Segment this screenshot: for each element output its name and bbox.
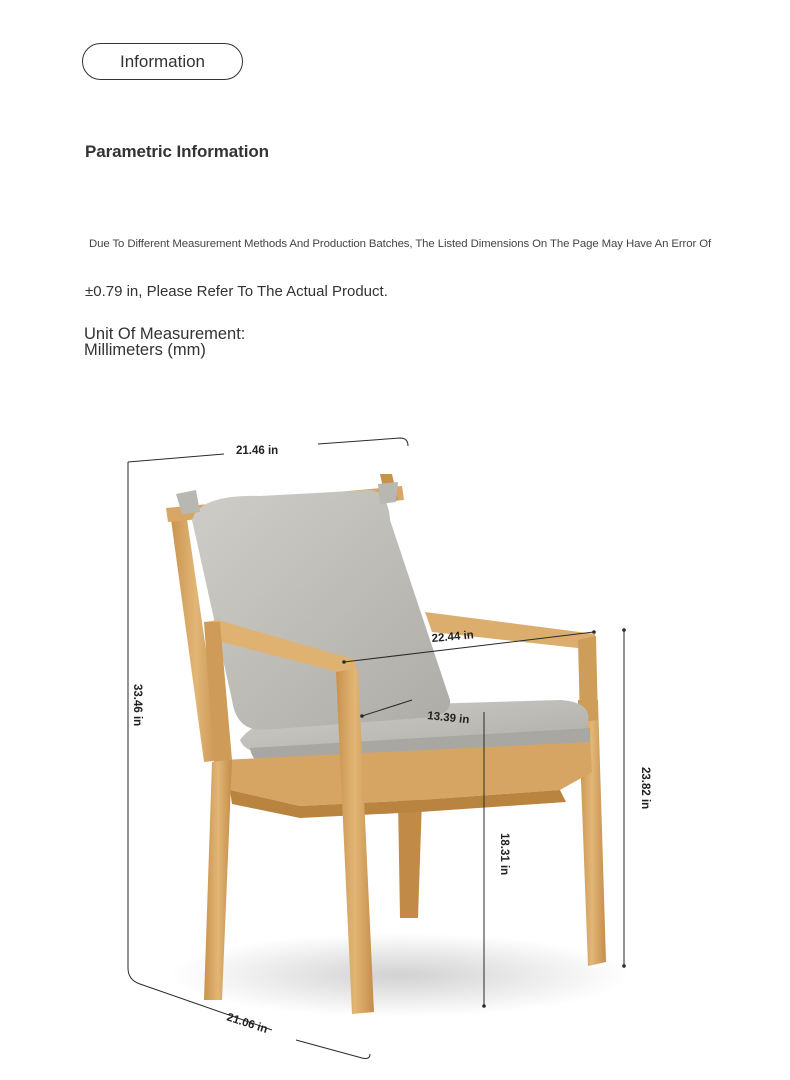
dim-overall-width: 21.46 in [236, 445, 279, 457]
dim-overall-height: 33.46 in [131, 684, 143, 727]
floor-shadow [170, 933, 630, 1017]
measurement-note-line-2: ±0.79 in, Please Refer To The Actual Product. [85, 283, 388, 300]
dim-arm-height: 23.82 in [639, 767, 651, 810]
measurement-note-line-1: Due To Different Measurement Methods And Production Batches, The Listed Dimensions On The Page May Have An Error Of [89, 238, 712, 250]
unit-value: Millimeters (mm) [84, 341, 206, 359]
dim-seat-depth: 13.39 in [426, 710, 470, 727]
section-title: Parametric Information [85, 142, 269, 161]
chair-illustration [166, 474, 606, 1014]
information-tab-label: Information [119, 51, 206, 71]
dim-overall-depth: 21.06 in [225, 1011, 269, 1036]
unit-label: Unit Of Measurement: [84, 325, 246, 343]
dim-seat-width: 22.44 in [431, 629, 475, 645]
dim-seat-height: 18.31 in [498, 833, 510, 876]
